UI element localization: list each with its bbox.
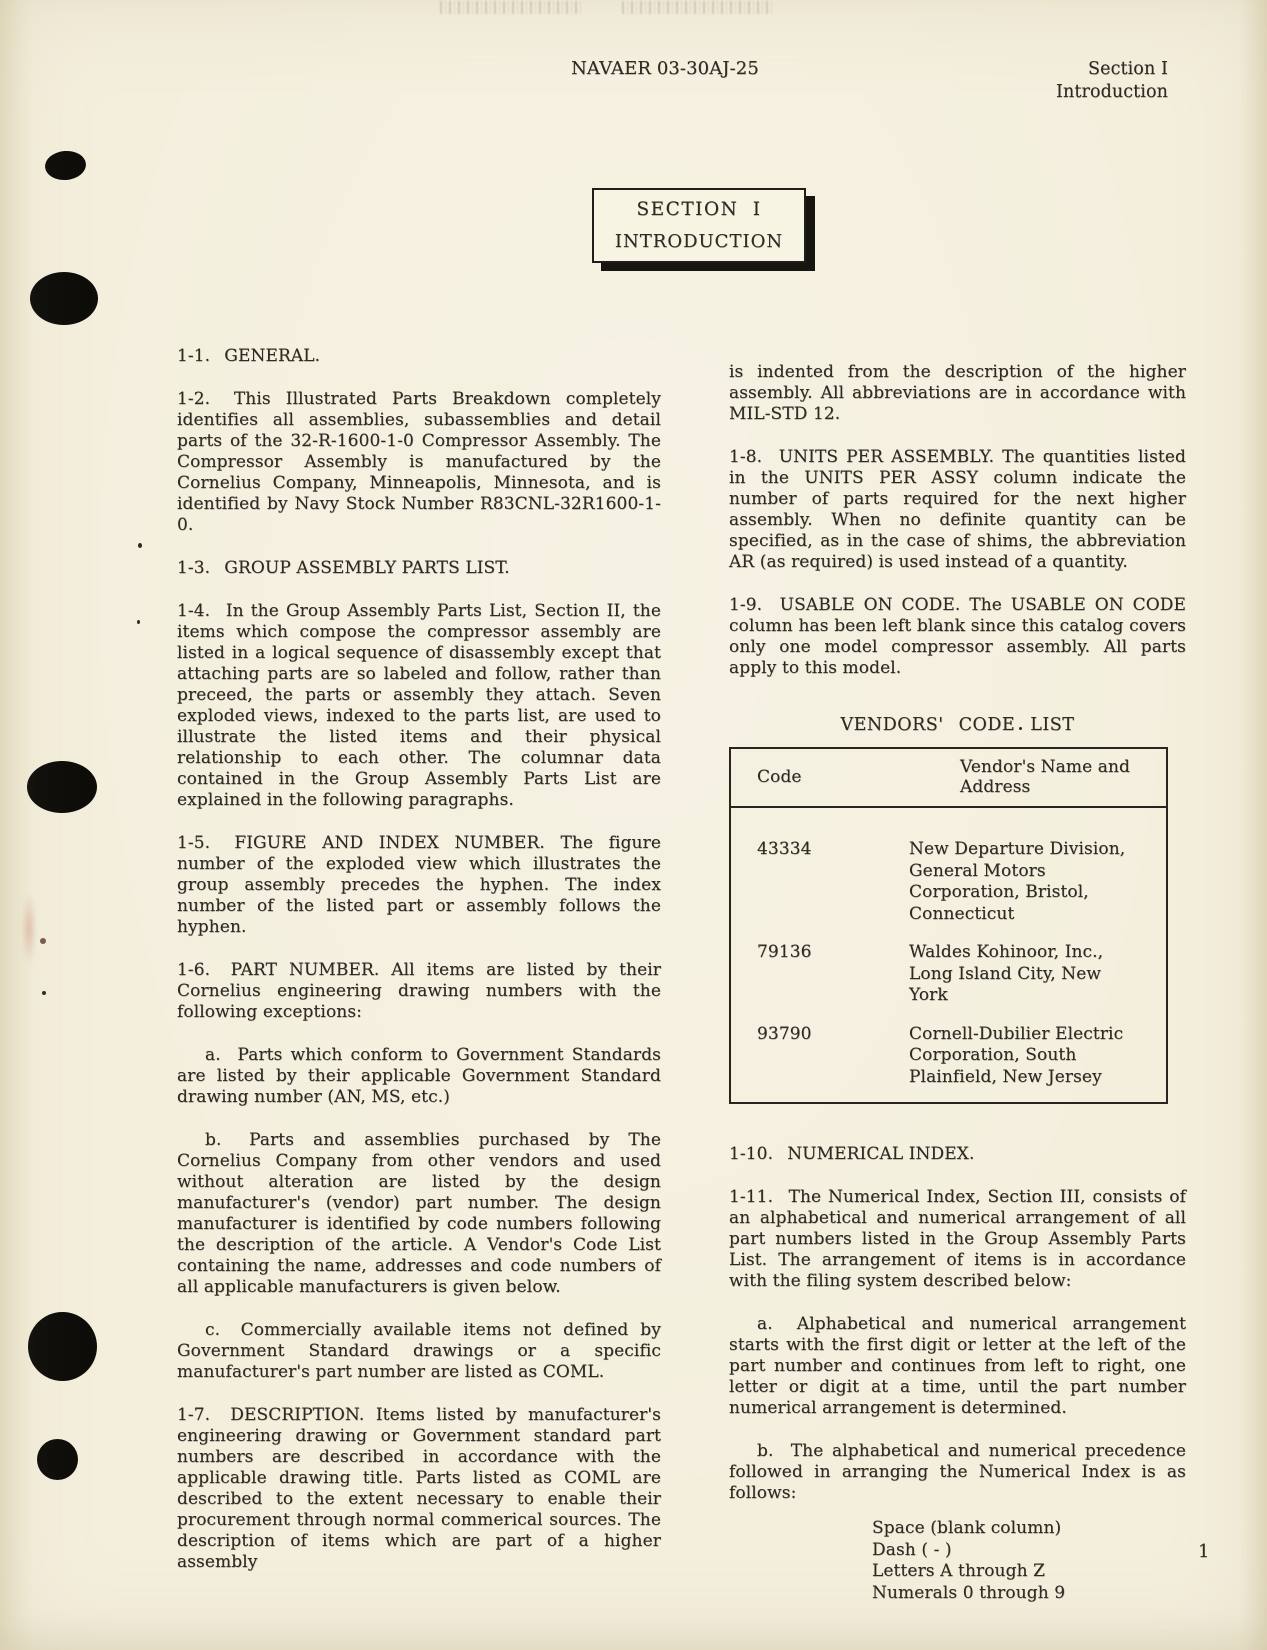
para-1-11-a: a. Alphabetical and numerical arrangement starts with the first digit or letter at the left of the part number and continues from left to right, one letter or digit at a time, until the part number numerical arrangement is determined. <box>729 1314 1186 1418</box>
vendor-table-header-name: Vendor's Name and Address <box>908 748 1167 807</box>
vendor-table-row <box>730 807 1167 926</box>
para-1-8: 1-8. UNITS PER ASSEMBLY. The quantities listed in the UNITS PER ASSY column indicate the number of parts required for the next higher assembly. When no definite quantity can be specified, as in the case of shims, the abbreviation AR (as required) is used instead of a quantity. <box>729 447 1186 572</box>
para-1-11-b: b. The alphabetical and numerical precedence followed in arranging the Numerical Index is as follows: <box>729 1441 1186 1503</box>
paper-stain <box>22 893 36 965</box>
section-box-subtitle: INTRODUCTION <box>614 231 784 252</box>
precedence-item: Space (blank column) <box>872 1518 1062 1538</box>
ink-speck <box>42 991 46 995</box>
para-1-6-a: a. Parts which conform to Government Standards are listed by their applicable Government Standard drawing number (AN, MS, etc.) <box>177 1045 661 1107</box>
para-1-11: 1-11. The Numerical Index, Section III, consists of an alphabetical and numerical arrangement of all part numbers listed in the Group Assembly Parts List. The arrangement of items is in accordance with the filing system described below: <box>729 1187 1186 1291</box>
left-column <box>177 346 661 1595</box>
ink-speck <box>138 543 142 548</box>
vendor-table-header-code: Code <box>730 748 908 807</box>
header-section-block <box>930 58 1168 104</box>
precedence-item: Letters A through Z <box>872 1561 1046 1581</box>
para-1-7: 1-7. DESCRIPTION. Items listed by manufacturer's engineering drawing or Government standard part numbers are described in accordance with the applicable drawing title. Parts listed as COML are described to the extent necessary to enable their procurement through normal commerical sources. The description of items which are part of a higher assembly <box>177 1405 661 1572</box>
vendors-code-list-title: VENDORS' CODE LIST <box>840 715 1075 735</box>
vendor-code: 43334 <box>757 839 812 859</box>
page-number: 1 <box>1198 1541 1210 1562</box>
section-title-box <box>592 188 806 263</box>
print-ghost <box>440 1 582 14</box>
para-1-6-b: b. Parts and assemblies purchased by The Cornelius Company from other vendors and used without alteration are listed by the design manufacturer's (vendor) part number. The design manufacturer is identified by code numbers following the description of the article. A Vendor's Code List containing the name, addresses and code numbers of all applicable manufacturers is given below. <box>177 1130 661 1297</box>
vendor-name-address: Waldes Kohinoor, Inc., Long Island City, New York <box>909 942 1104 1005</box>
precedence-item: Numerals 0 through 9 <box>872 1582 1066 1603</box>
vendor-code: 79136 <box>757 942 812 962</box>
vendors-code-list-table <box>729 747 1168 1104</box>
vendor-code: 93790 <box>757 1023 812 1044</box>
header-section-sublabel: Introduction <box>1055 82 1168 102</box>
vendor-table-row <box>730 926 1167 1008</box>
para-1-5: 1-5. FIGURE AND INDEX NUMBER. The figure number of the exploded view which illustrates the group assembly precedes the hyphen. The index number of the listed part or assembly follows the hyphen. <box>177 833 661 937</box>
para-1-10: 1-10. NUMERICAL INDEX. <box>729 1144 975 1164</box>
section-box-title: SECTION I <box>636 199 762 220</box>
ink-speck <box>40 938 46 944</box>
punch-hole <box>27 761 97 813</box>
precedence-item: Dash ( - ) <box>872 1539 952 1560</box>
vendor-table-row <box>730 1008 1167 1104</box>
para-1-3: 1-3. GROUP ASSEMBLY PARTS LIST. <box>177 558 510 578</box>
vendor-name-address: New Departure Division, General Motors Corporation, Bristol, Connecticut <box>909 839 1126 924</box>
para-1-6-c: c. Commercially available items not defined by Government Standard drawings or a specific manufacturer's part number are listed as COML. <box>177 1320 661 1382</box>
punch-hole <box>28 1312 97 1381</box>
right-column <box>729 362 1186 1604</box>
ink-speck <box>137 620 140 624</box>
print-ghost <box>622 1 774 14</box>
para-1-9: 1-9. USABLE ON CODE. The USABLE ON CODE column has been left blank since this catalog covers only one model compressor assembly. All parts apply to this model. <box>729 595 1186 678</box>
vendor-table-header-row <box>730 748 1167 807</box>
doc-number: NAVAER 03-30AJ-25 <box>571 58 759 79</box>
para-1-2: 1-2. This Illustrated Parts Breakdown completely identifies all assemblies, subassemblies and detail parts of the 32-R-1600-1-0 Compressor Assembly. The Compressor Assembly is manufactured by the Cornelius Company, Minneapolis, Minnesota, and is identified by Navy Stock Number R83CNL-32R1600-1-0. <box>177 389 661 535</box>
para-1-1: 1-1. GENERAL. <box>177 346 321 366</box>
precedence-list <box>872 1518 1186 1604</box>
para-1-7-continued: is indented from the description of the higher assembly. All abbreviations are in accordance with MIL-STD 12. <box>729 362 1186 424</box>
vendor-name-address: Cornell-Dubilier Electric Corporation, South Plainfield, New Jersey <box>909 1023 1124 1087</box>
header-section-label: Section I <box>1088 59 1168 79</box>
punch-hole <box>30 272 98 325</box>
punch-hole <box>37 1439 78 1480</box>
punch-hole <box>44 149 87 181</box>
para-1-6: 1-6. PART NUMBER. All items are listed by their Cornelius engineering drawing numbers with the following exceptions: <box>177 960 661 1022</box>
para-1-4: 1-4. In the Group Assembly Parts List, Section II, the items which compose the compressor assembly are listed in a logical sequence of disassembly except that attaching parts are so labeled and follow, rather than preceed, the parts or assembly they attach. Seven exploded views, indexed to the parts list, are used to illustrate the listed items and their physical relationship to each other. The columnar data contained in the Group Assembly Parts List are explained in the following paragraphs. <box>177 601 661 810</box>
